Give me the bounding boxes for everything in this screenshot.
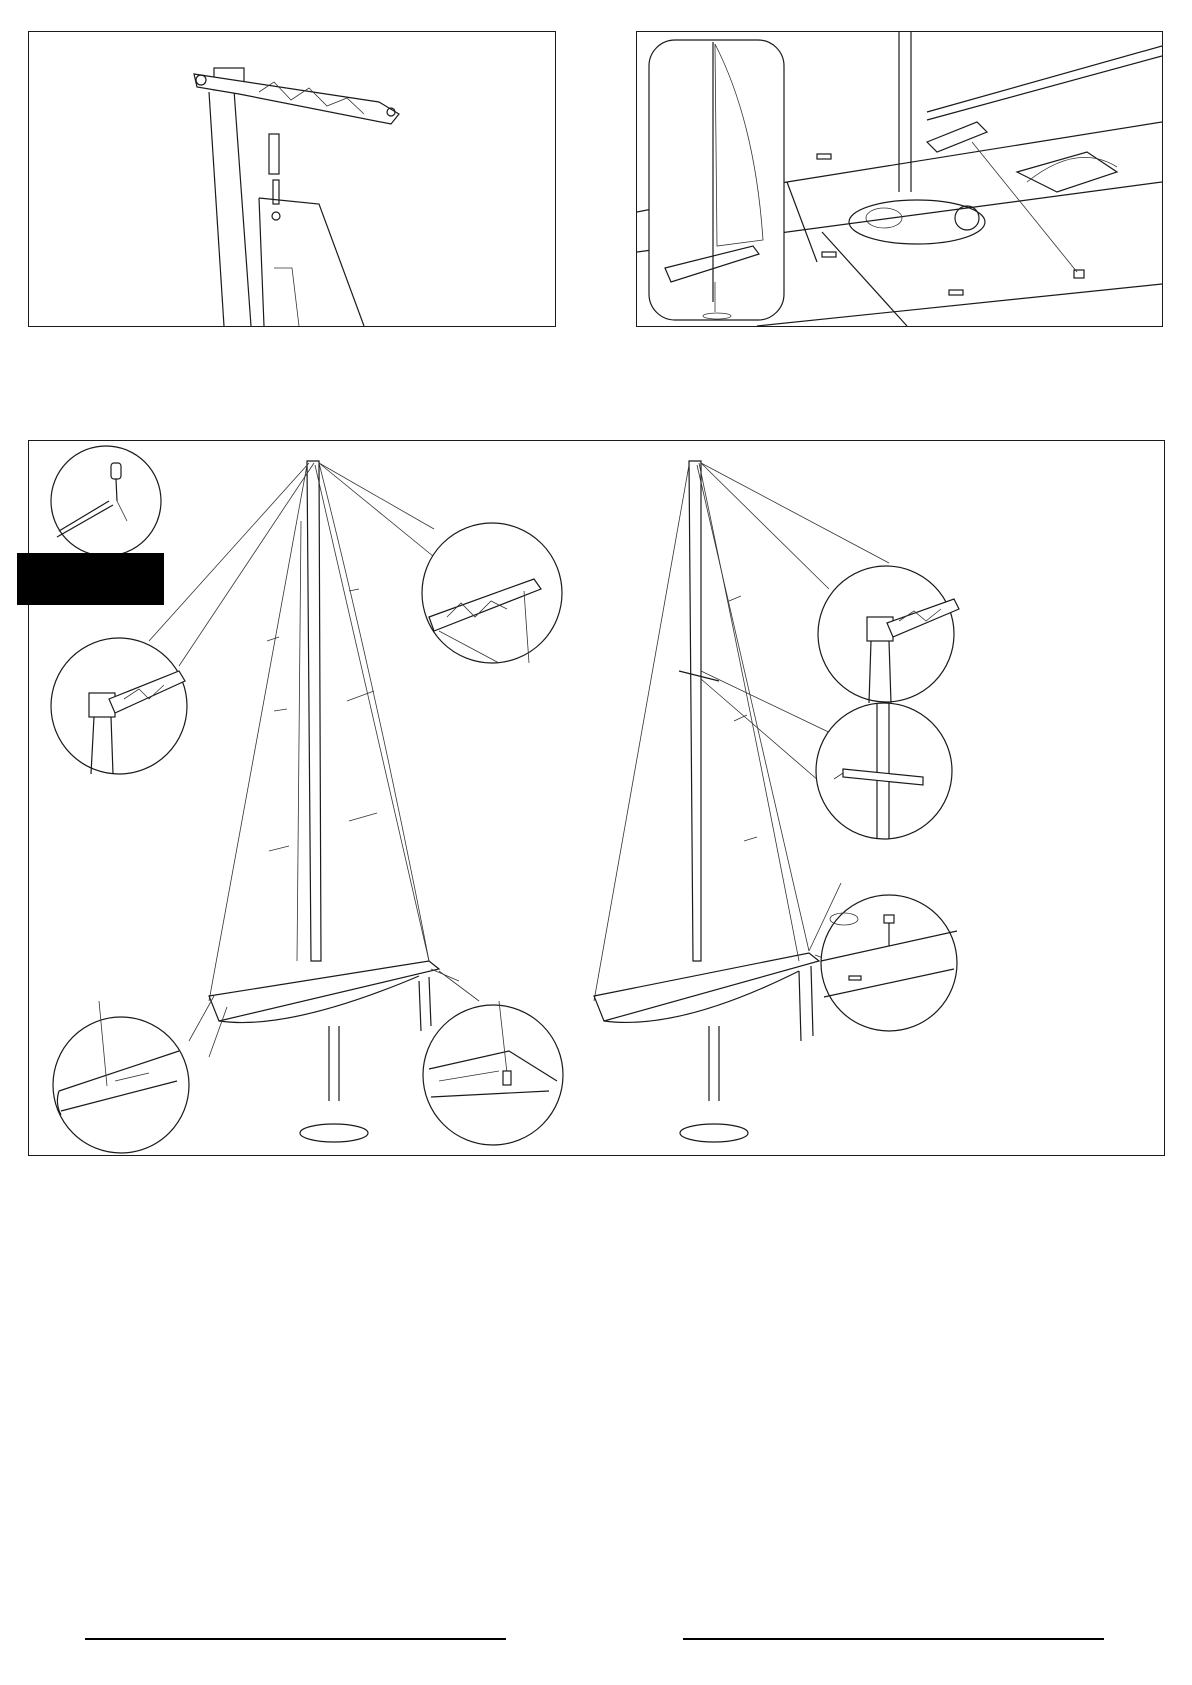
detail-circle-masthead-right [818,566,959,703]
figure-deck-servo-arm [636,31,1163,327]
left-boat [209,461,439,1142]
footer-rule-right [683,1638,1104,1640]
section-tab [17,553,164,605]
figure-rigging-overview [28,440,1165,1156]
detail-circle-deck-fitting [821,895,957,1031]
deck-servo-arm-drawing [637,32,1162,326]
right-boat [594,461,819,1142]
footer-rule-left [85,1638,506,1640]
figure-boom-gooseneck [28,31,556,327]
detail-circle-bow [53,1001,189,1153]
detail-circle-sail-clip [51,446,161,556]
detail-circle-boom-end [422,523,562,663]
detail-circle-spreader [816,703,952,839]
boom-gooseneck-drawing [29,32,555,326]
rigging-overview-drawing [29,441,1164,1155]
detail-circle-stern [423,1001,563,1145]
detail-circle-masthead-left [51,638,187,774]
